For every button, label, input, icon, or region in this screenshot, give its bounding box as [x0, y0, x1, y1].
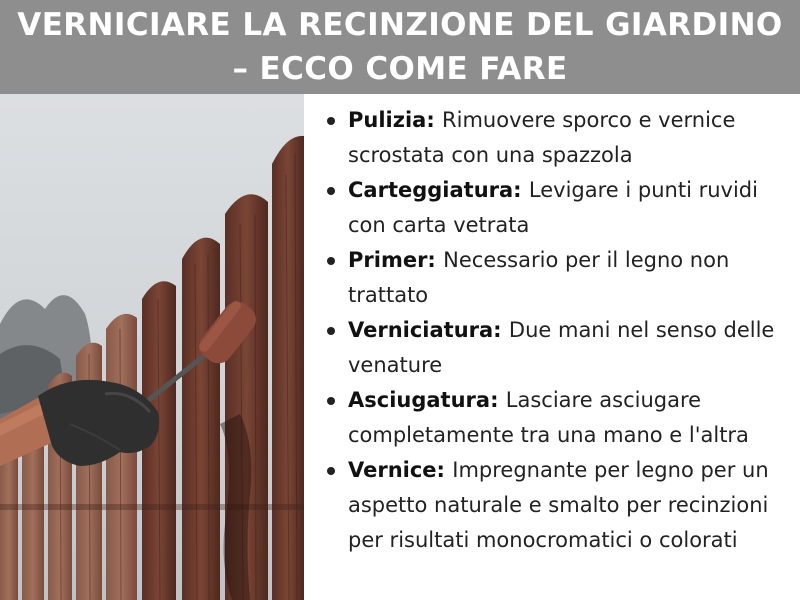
list-item [324, 243, 794, 313]
tip-term: Verniciatura: [348, 318, 509, 342]
tip-term: Carteggiatura: [348, 178, 529, 202]
tip-text: Necessario per il legno non trattato [348, 248, 730, 307]
tip-term: Vernice: [348, 458, 453, 482]
tip-term: Pulizia: [348, 108, 443, 132]
tip-text: Impregnante per legno per un aspetto naturale e smalto per recinzioni per risultati monocromatici o colorati [348, 458, 769, 552]
tip-text: Lasciare asciugare completamente tra una mano e l'altra [348, 388, 749, 447]
tip-text: Levigare i punti ruvidi con carta vetrata [348, 178, 758, 237]
fence-painting-photo [0, 94, 304, 600]
tip-text: Due mani nel senso delle venature [348, 318, 775, 377]
tip-text: Rimuovere sporco e vernice scrostata con una spazzola [348, 108, 736, 167]
title-banner [0, 0, 800, 94]
list-item [324, 453, 794, 558]
bullet-icon [327, 467, 335, 475]
bullet-icon [327, 397, 335, 405]
list-item [324, 383, 794, 453]
tip-term: Asciugatura: [348, 388, 506, 412]
bullet-icon [327, 187, 335, 195]
tip-term: Primer: [348, 248, 444, 272]
list-item [324, 173, 794, 243]
bullet-icon [327, 327, 335, 335]
page-title: VERNICIARE LA RECINZIONE DEL GIARDINO – ECCO COME FARE [17, 7, 783, 87]
bullet-icon [327, 257, 335, 265]
list-item [324, 313, 794, 383]
tips-list [324, 103, 794, 558]
list-item [324, 103, 794, 173]
bullet-icon [327, 117, 335, 125]
